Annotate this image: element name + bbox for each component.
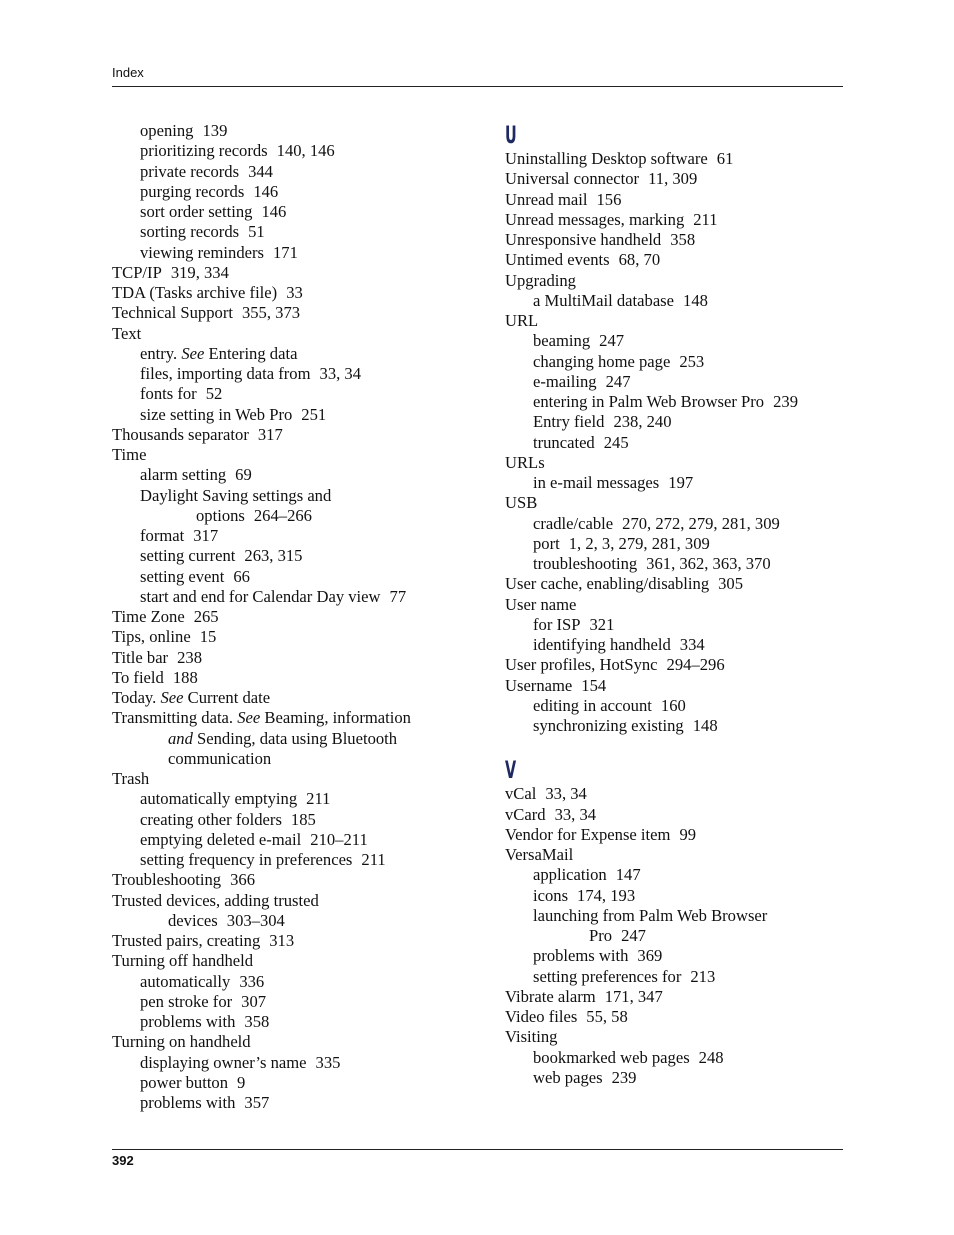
index-entry: Unresponsive handheld 358 [505, 230, 696, 249]
see-reference: See [181, 343, 205, 363]
index-entry: Trusted devices, adding trusted [112, 890, 319, 910]
index-subentry: beaming 247 [533, 331, 625, 351]
index-subentry: sort order setting 146 [140, 202, 287, 221]
index-entry: Time [112, 445, 147, 464]
index-entry: vCal 33, 34 [505, 784, 587, 804]
index-entry: Thousands separator 317 [112, 424, 283, 444]
index-subentry: setting event 66 [140, 566, 250, 586]
index-subentry: problems with 358 [140, 1012, 270, 1031]
index-subentry: entry. See Entering data [140, 343, 298, 363]
index-entry: Turning off handheld [112, 951, 254, 971]
index-subentry: a MultiMail database 148 [533, 290, 708, 310]
index-subentry: cradle/cable 270, 272, 279, 281, 309 [533, 513, 780, 533]
index-entry: Trusted pairs, creating 313 [112, 931, 295, 950]
section-letter: V [505, 756, 517, 785]
index-subentry: application 147 [533, 865, 641, 885]
index-entry: URLs [505, 452, 545, 472]
index-subentry: setting frequency in preferences 211 [140, 850, 386, 869]
index-entry: Technical Support 355, 373 [112, 303, 301, 323]
index-subentry: identifying handheld 334 [533, 635, 705, 654]
see-reference: and [168, 728, 193, 748]
index-subentry: problems with 357 [140, 1093, 270, 1112]
index-entry: Vibrate alarm 171, 347 [505, 986, 663, 1006]
index-entry: Troubleshooting 366 [112, 870, 255, 890]
index-subentry: Entry field 238, 240 [533, 412, 672, 432]
index-entry: To field 188 [112, 667, 198, 687]
index-entry: Untimed events 68, 70 [505, 250, 661, 270]
index-entry: USB [505, 493, 538, 513]
index-entry: Transmitting data. See Beaming, information [112, 708, 411, 728]
index-subentry: sorting records 51 [140, 222, 265, 242]
index-entry: Visiting [505, 1027, 558, 1047]
index-subentry: private records 344 [140, 161, 273, 181]
index-entry: Title bar 238 [112, 647, 202, 667]
index-subentry: automatically 336 [140, 971, 265, 991]
header-rule [112, 86, 843, 87]
index-continuation: communication [168, 748, 272, 768]
index-entry: Video files 55, 58 [505, 1007, 628, 1026]
index-subentry: pen stroke for 307 [140, 991, 267, 1011]
index-subentry: fonts for 52 [140, 384, 223, 404]
running-header: Index [112, 65, 144, 80]
index-entry: TDA (Tasks archive file) 33 [112, 283, 303, 302]
index-subentry: bookmarked web pages 248 [533, 1047, 724, 1067]
index-subentry: problems with 369 [533, 946, 663, 966]
index-entry: User profiles, HotSync 294–296 [505, 655, 725, 675]
footer-rule [112, 1149, 843, 1150]
index-continuation: devices 303–304 [168, 910, 285, 930]
index-entry: URL [505, 311, 539, 330]
index-subentry: setting preferences for 213 [533, 966, 716, 986]
index-subentry: automatically emptying 211 [140, 789, 331, 809]
index-subentry: Daylight Saving settings and [140, 485, 332, 505]
index-subentry: alarm setting 69 [140, 465, 252, 485]
index-entry: Time Zone 265 [112, 607, 219, 626]
index-subentry: launching from Palm Web Browser [533, 905, 768, 925]
index-subentry: purging records 146 [140, 181, 279, 201]
index-subentry: web pages 239 [533, 1067, 637, 1087]
index-entry: Text [112, 323, 142, 343]
index-continuation: options 264–266 [196, 505, 312, 525]
index-entry: VersaMail [505, 845, 574, 864]
index-subentry: setting current 263, 315 [140, 546, 303, 566]
index-subentry: files, importing data from 33, 34 [140, 364, 361, 383]
index-entry: User name [505, 594, 577, 614]
index-subentry: troubleshooting 361, 362, 363, 370 [533, 554, 771, 573]
index-entry: TCP/IP 319, 334 [112, 262, 229, 282]
index-entry: Username 154 [505, 675, 607, 695]
index-column-right [505, 121, 845, 1088]
index-entry: Trash [112, 769, 150, 788]
index-subentry: size setting in Web Pro 251 [140, 404, 327, 424]
index-continuation: and Sending, data using Bluetooth [168, 728, 398, 748]
index-subentry: entering in Palm Web Browser Pro 239 [533, 392, 798, 411]
index-entry: Vendor for Expense item 99 [505, 824, 697, 844]
page-number: 392 [112, 1153, 134, 1168]
index-entry: Universal connector 11, 309 [505, 169, 698, 189]
index-subentry: power button 9 [140, 1072, 246, 1092]
index-entry: Uninstalling Desktop software 61 [505, 149, 734, 168]
index-entry: vCard 33, 34 [505, 804, 597, 824]
section-gap [505, 736, 845, 756]
index-entry: Unread messages, marking 211 [505, 209, 718, 229]
see-reference: See [237, 708, 261, 728]
index-entry: Turning on handheld [112, 1032, 251, 1052]
index-entry: Upgrading [505, 270, 576, 290]
index-subentry: creating other folders 185 [140, 809, 316, 829]
index-subentry: truncated 245 [533, 432, 629, 452]
index-entry: Today. See Current date [112, 688, 271, 707]
index-entry: Unread mail 156 [505, 189, 622, 209]
index-subentry: format 317 [140, 526, 219, 545]
index-entry: User cache, enabling/disabling 305 [505, 574, 744, 594]
index-subentry: viewing reminders 171 [140, 242, 298, 262]
index-entry: Tips, online 15 [112, 627, 217, 647]
see-reference: See [160, 688, 184, 707]
index-subentry: synchronizing existing 148 [533, 716, 718, 735]
index-subentry: displaying owner’s name 335 [140, 1052, 341, 1072]
index-subentry: editing in account 160 [533, 695, 686, 715]
section-letter: U [505, 121, 517, 149]
index-subentry: for ISP 321 [533, 614, 615, 634]
index-column-left [112, 121, 462, 1113]
index-subentry: prioritizing records 140, 146 [140, 141, 335, 161]
index-subentry: opening 139 [140, 121, 228, 140]
index-subentry: e-mailing 247 [533, 371, 631, 391]
index-continuation: Pro 247 [589, 926, 646, 945]
index-subentry: emptying deleted e-mail 210–211 [140, 829, 368, 849]
index-subentry: in e-mail messages 197 [533, 473, 694, 492]
index-subentry: icons 174, 193 [533, 885, 636, 905]
index-subentry: port 1, 2, 3, 279, 281, 309 [533, 533, 710, 553]
index-subentry: changing home page 253 [533, 351, 705, 371]
index-subentry: start and end for Calendar Day view 77 [140, 586, 407, 606]
